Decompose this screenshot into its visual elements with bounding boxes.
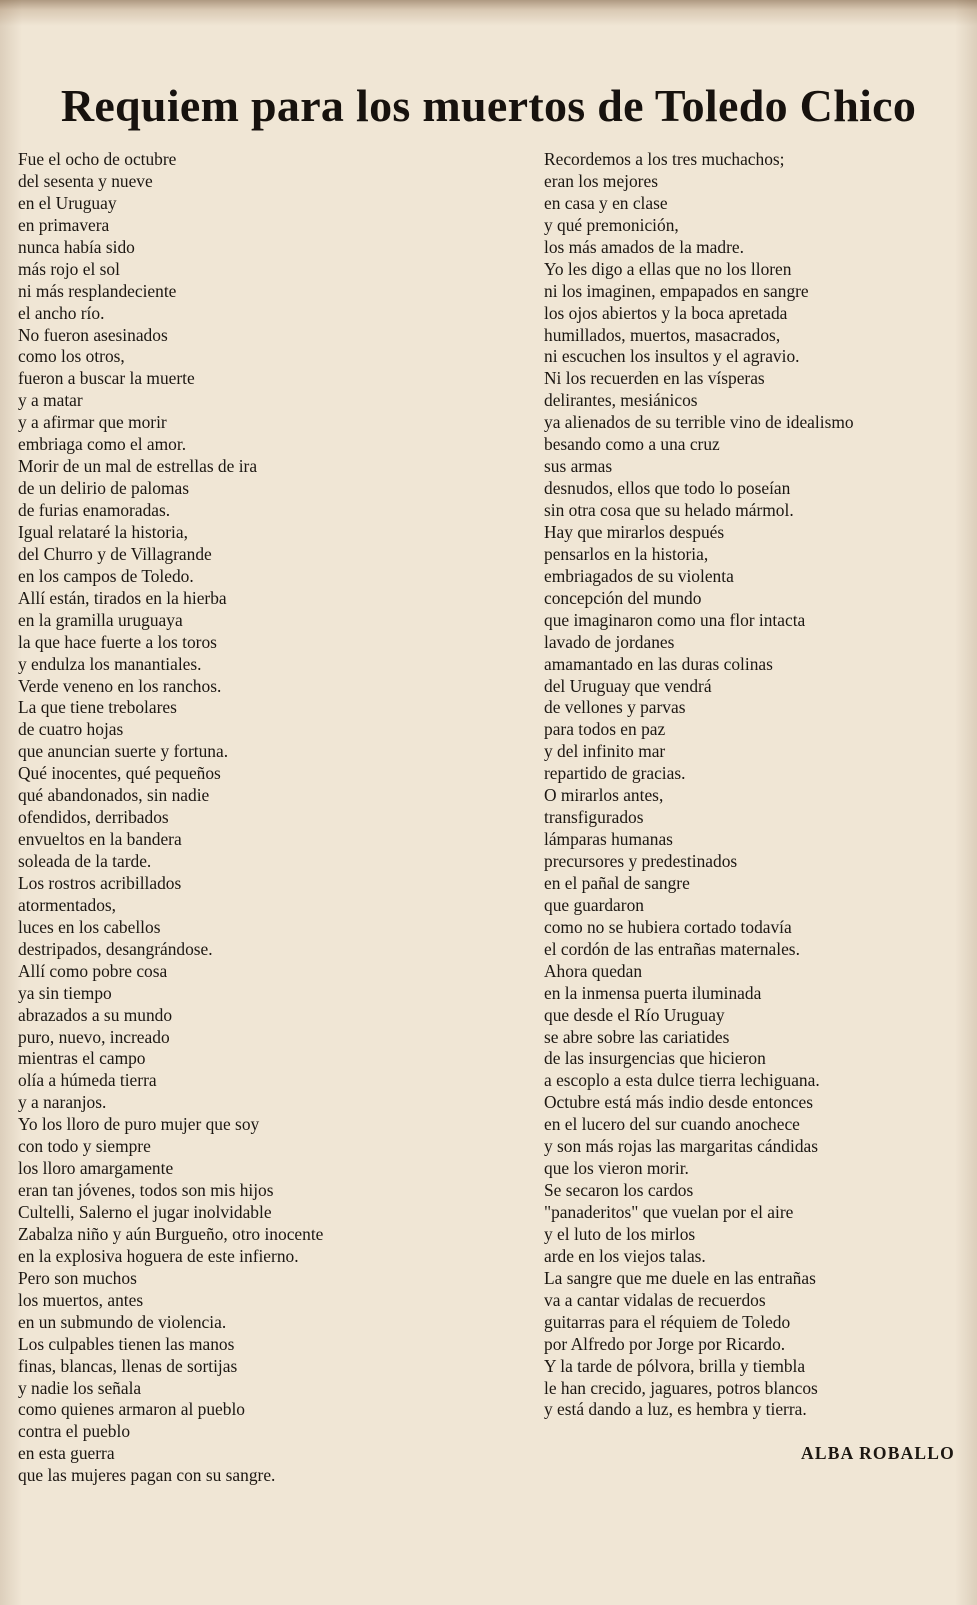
poem-line: Morir de un mal de estrellas de ira <box>18 456 258 477</box>
poem-line: en esta guerra <box>18 1443 115 1464</box>
poem-line: de las insurgencias que hicieron <box>544 1048 766 1069</box>
poem-line: luces en los cabellos <box>18 916 161 937</box>
poem-line: O mirarlos antes, <box>544 785 664 806</box>
poem-line: el cordón de las entrañas maternales. <box>544 938 800 959</box>
poem-line: sin otra cosa que su helado mármol. <box>544 500 794 520</box>
poem-line: No fueron asesinados <box>18 324 168 345</box>
poem-right-column <box>544 149 964 1421</box>
poem-line: Verde veneno en los ranchos. <box>18 675 222 696</box>
poem-line: y nadie los señala <box>18 1377 142 1398</box>
poem-line: el ancho río. <box>18 302 105 323</box>
poem-line: para todos en paz <box>544 719 666 740</box>
poem-line: precursores y predestinados <box>544 851 738 871</box>
poem-line: olía a húmeda tierra <box>18 1070 157 1091</box>
poem-line: Allí están, tirados en la hierba <box>18 587 227 608</box>
poem-line: puro, nuevo, increado <box>18 1026 170 1047</box>
poem-line: le han crecido, jaguares, potros blancos <box>544 1377 818 1398</box>
poem-line: ni más resplandeciente <box>18 280 177 301</box>
poem-line: sus armas <box>544 456 613 477</box>
poem-line: de vellones y parvas <box>544 697 686 718</box>
poem-line: besando como a una cruz <box>544 434 720 455</box>
poem-line: en casa y en clase <box>544 192 668 213</box>
poem-line: lavado de jordanes <box>544 631 675 652</box>
poem-line: del sesenta y nueve <box>18 170 153 191</box>
poem-line: de un delirio de palomas <box>18 478 189 499</box>
poem-line: en un submundo de violencia. <box>18 1311 227 1332</box>
poem-line: ya sin tiempo <box>18 982 112 1003</box>
poem-line: con todo y siempre <box>18 1136 151 1157</box>
poem-line: en el Uruguay <box>18 192 117 213</box>
poem-line: ofendidos, derribados <box>18 807 169 828</box>
poem-line: amamantado en las duras colinas <box>544 653 773 674</box>
poem-line: en la explosiva hoguera de este infierno. <box>18 1245 299 1266</box>
poem-line: ya alienados de su terrible vino de idealismo <box>544 412 854 433</box>
poem-line: en el lucero del sur cuando anochece <box>544 1114 800 1135</box>
poem-line: humillados, muertos, masacrados, <box>544 324 781 345</box>
poem-line: que imaginaron como una flor intacta <box>544 609 806 630</box>
poem-line: del Churro y de Villagrande <box>18 543 212 564</box>
poem-line: de cuatro hojas <box>18 719 124 740</box>
poem-line: envueltos en la bandera <box>18 829 182 850</box>
poem-line: se abre sobre las cariatides <box>544 1026 730 1047</box>
poem-line: como no se hubiera cortado todavía <box>544 916 792 937</box>
poem-line: y a matar <box>18 390 83 411</box>
poem-line: lámparas humanas <box>544 829 673 850</box>
poem-line: los muertos, antes <box>18 1289 144 1310</box>
poem-line: transfigurados <box>544 807 644 828</box>
poem-line: pensarlos en la historia, <box>544 543 709 564</box>
poem-line: la que hace fuerte a los toros <box>18 631 217 652</box>
poem-line: Cultelli, Salerno el jugar inolvidable <box>18 1202 272 1222</box>
poem-line: nunca había sido <box>18 236 135 257</box>
poem-line: Ahora quedan <box>544 960 643 981</box>
poem-line: fueron a buscar la muerte <box>18 368 195 389</box>
poem-left-column <box>18 149 458 1487</box>
poem-line: desnudos, ellos que todo lo poseían <box>544 478 791 499</box>
poem-line: y el luto de los mirlos <box>544 1223 696 1244</box>
poem-line: como los otros, <box>18 346 125 367</box>
poem-line: los más amados de la madre. <box>544 236 744 257</box>
author-signature: ALBA ROBALLO <box>801 1443 955 1463</box>
poem-line: que desde el Río Uruguay <box>544 1004 725 1025</box>
poem-line: destripados, desangrándose. <box>18 938 213 959</box>
poem-line: que anuncian suerte y fortuna. <box>18 741 229 762</box>
poem-line: Octubre está más indio desde entonces <box>544 1092 813 1113</box>
poem-line: delirantes, mesiánicos <box>544 390 698 411</box>
poem-line: finas, blancas, llenas de sortijas <box>18 1355 238 1376</box>
poem-line: Hay que mirarlos después <box>544 521 725 542</box>
poem-line: qué abandonados, sin nadie <box>18 785 210 806</box>
poem-line: en el pañal de sangre <box>544 872 690 893</box>
poem-line: en los campos de Toledo. <box>18 565 194 586</box>
poem-line: y a naranjos. <box>18 1092 107 1113</box>
poem-line: los ojos abiertos y la boca apretada <box>544 302 788 323</box>
poem-line: y del infinito mar <box>544 741 666 762</box>
poem-line: y son más rojas las margaritas cándidas <box>544 1136 818 1157</box>
poem-line: repartido de gracias. <box>544 763 686 784</box>
poem-line: Ni los recuerden en las vísperas <box>544 368 765 389</box>
poem-line: de furias enamoradas. <box>18 500 171 520</box>
poem-line: los lloro amargamente <box>18 1158 174 1179</box>
poem-line: en la gramilla uruguaya <box>18 609 183 630</box>
poem-line: que guardaron <box>544 894 644 915</box>
poem-line: embriaga como el amor. <box>18 434 187 455</box>
poem-line: Zabalza niño y aún Burgueño, otro inocente <box>18 1223 324 1244</box>
poem-line: soleada de la tarde. <box>18 851 152 871</box>
poem-line: arde en los viejos talas. <box>544 1245 706 1266</box>
poem-line: eran tan jóvenes, todos son mis hijos <box>18 1180 274 1201</box>
poem-line: y a afirmar que morir <box>18 412 167 433</box>
poem-line: Y la tarde de pólvora, brilla y tiembla <box>544 1355 806 1376</box>
poem-line: y está dando a luz, es hembra y tierra. <box>544 1399 807 1420</box>
poem-line: que los vieron morir. <box>544 1158 689 1179</box>
poem-line: ni escuchen los insultos y el agravio. <box>544 346 800 367</box>
poem-line: embriagados de su violenta <box>544 565 734 586</box>
poem-line: eran los mejores <box>544 170 658 191</box>
poem-line: mientras el campo <box>18 1048 146 1069</box>
poem-line: Yo les digo a ellas que no los lloren <box>544 258 792 279</box>
poem-line: como quienes armaron al pueblo <box>18 1399 245 1420</box>
poem-line: Los rostros acribillados <box>18 872 182 893</box>
poem-line: "panaderitos" que vuelan por el aire <box>544 1202 794 1222</box>
poem-line: ni los imaginen, empapados en sangre <box>544 280 809 301</box>
poem-line: Fue el ocho de octubre <box>18 149 177 169</box>
poem-line: Los culpables tienen las manos <box>18 1333 235 1354</box>
poem-line: Igual relataré la historia, <box>18 521 188 542</box>
poem-title: Requiem para los muertos de Toledo Chico <box>60 80 917 131</box>
poem-line: a escoplo a esta dulce tierra lechiguana. <box>544 1070 820 1091</box>
poem-line: en primavera <box>18 214 110 235</box>
poem-line: y endulza los manantiales. <box>18 653 202 674</box>
poem-line: Pero son muchos <box>18 1267 137 1288</box>
poem-line: por Alfredo por Jorge por Ricardo. <box>544 1333 786 1354</box>
poem-line: abrazados a su mundo <box>18 1004 173 1025</box>
poem-line: guitarras para el réquiem de Toledo <box>544 1311 791 1332</box>
poem-line: Se secaron los cardos <box>544 1180 694 1201</box>
poem-line: atormentados, <box>18 894 117 915</box>
poem-line: Recordemos a los tres muchachos; <box>544 149 785 169</box>
poem-line: va a cantar vidalas de recuerdos <box>544 1289 766 1310</box>
poem-line: del Uruguay que vendrá <box>544 675 712 696</box>
poem-line: La que tiene trebolares <box>18 697 177 718</box>
poem-line: Qué inocentes, qué pequeños <box>18 763 221 784</box>
poem-line: que las mujeres pagan con su sangre. <box>18 1465 276 1486</box>
poem-line: Yo los lloro de puro mujer que soy <box>18 1114 260 1135</box>
poem-line: y qué premonición, <box>544 214 679 235</box>
poem-line: en la inmensa puerta iluminada <box>544 982 762 1003</box>
poem-line: La sangre que me duele en las entrañas <box>544 1267 816 1288</box>
poem-line: contra el pueblo <box>18 1421 131 1442</box>
poem-line: más rojo el sol <box>18 258 120 279</box>
poem-line: Allí como pobre cosa <box>18 960 168 981</box>
poem-line: concepción del mundo <box>544 587 702 608</box>
